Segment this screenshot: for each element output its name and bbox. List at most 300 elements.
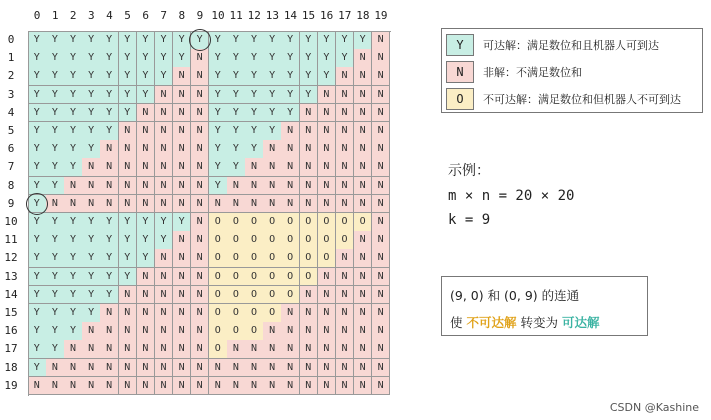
grid-cell-18-6: N: [137, 359, 156, 378]
grid-cell-19-10: N: [209, 377, 228, 396]
grid-cell-18-18: N: [354, 359, 373, 378]
grid-cell-3-4: Y: [100, 86, 119, 105]
grid-cell-13-4: Y: [100, 268, 119, 287]
grid-cell-7-19: N: [372, 158, 391, 177]
grid-cell-10-2: Y: [64, 213, 83, 232]
grid-cell-13-11: O: [227, 268, 246, 287]
grid-cell-11-4: Y: [100, 231, 119, 250]
grid-cell-17-11: N: [227, 340, 246, 359]
grid-cell-16-6: N: [137, 322, 156, 341]
example-k-value: k = 9: [448, 212, 491, 228]
grid-cell-10-8: Y: [173, 213, 192, 232]
note-box: [441, 276, 648, 336]
grid-cell-13-7: N: [155, 268, 174, 287]
column-header-0: 0: [33, 9, 41, 22]
grid-cell-7-11: Y: [227, 158, 246, 177]
grid-cell-0-2: Y: [64, 31, 83, 50]
column-header-1: 1: [51, 9, 59, 22]
grid-cell-4-3: Y: [82, 104, 101, 123]
grid-cell-15-8: N: [173, 304, 192, 323]
grid-cell-11-3: Y: [82, 231, 101, 250]
grid-cell-12-15: O: [300, 249, 319, 268]
grid-cell-2-19: N: [372, 67, 391, 86]
grid-cell-11-18: N: [354, 231, 373, 250]
grid-cell-9-16: N: [318, 195, 337, 214]
grid-cell-0-4: Y: [100, 31, 119, 50]
grid-cell-12-8: N: [173, 249, 192, 268]
grid-cell-0-19: N: [372, 31, 391, 50]
grid-cell-7-4: N: [100, 158, 119, 177]
grid-cell-15-7: N: [155, 304, 174, 323]
grid-cell-9-15: N: [300, 195, 319, 214]
note-line-connection: (9, 0) 和 (0, 9) 的连通: [450, 288, 580, 303]
grid-cell-2-12: Y: [245, 67, 264, 86]
note-reachable-label: 可达解: [561, 315, 600, 330]
row-header-17: 17: [4, 342, 18, 356]
grid-cell-0-10: Y: [209, 31, 228, 50]
grid-cell-18-15: N: [300, 359, 319, 378]
grid-cell-3-17: N: [336, 86, 355, 105]
grid-cell-10-10: O: [209, 213, 228, 232]
grid-cell-0-11: Y: [227, 31, 246, 50]
grid-cell-0-9: Y: [191, 31, 210, 50]
column-header-18: 18: [356, 9, 370, 22]
grid-cell-13-8: N: [173, 268, 192, 287]
grid-cell-14-17: N: [336, 286, 355, 305]
grid-cell-16-0: Y: [28, 322, 47, 341]
grid-cell-6-10: Y: [209, 140, 228, 159]
grid-cell-12-1: Y: [46, 249, 65, 268]
grid-cell-16-16: N: [318, 322, 337, 341]
column-header-14: 14: [283, 9, 298, 22]
grid-cell-8-12: N: [245, 177, 264, 196]
column-header-2: 2: [69, 9, 77, 22]
grid-cell-14-3: Y: [82, 286, 101, 305]
grid-cell-17-16: N: [318, 340, 337, 359]
grid-cell-15-12: O: [245, 304, 264, 323]
grid-cell-17-10: O: [209, 340, 228, 359]
grid-cell-1-13: Y: [263, 49, 282, 68]
grid-cell-1-6: Y: [137, 49, 156, 68]
grid-cell-0-17: Y: [336, 31, 355, 50]
grid-cell-0-18: Y: [354, 31, 373, 50]
grid-cell-9-3: N: [82, 195, 101, 214]
grid-cell-17-13: N: [263, 340, 282, 359]
grid-cell-11-8: N: [173, 231, 192, 250]
grid-cell-19-17: N: [336, 377, 355, 396]
grid-cell-17-15: N: [300, 340, 319, 359]
grid-cell-10-0: Y: [28, 213, 47, 232]
note-unreachable-label: 不可达解: [466, 315, 517, 330]
grid-cell-19-19: N: [372, 377, 391, 396]
grid-cell-12-4: Y: [100, 249, 119, 268]
legend-swatch-y: Y: [446, 34, 474, 56]
grid-cell-8-15: N: [300, 177, 319, 196]
grid-cell-5-17: N: [336, 122, 355, 141]
grid-cell-9-5: N: [119, 195, 138, 214]
grid-cell-14-6: N: [137, 286, 156, 305]
grid-cell-16-9: N: [191, 322, 210, 341]
row-header-13: 13: [4, 269, 18, 283]
grid-cell-11-14: O: [281, 231, 300, 250]
legend-swatch-n: N: [446, 61, 474, 83]
grid-cell-5-18: N: [354, 122, 373, 141]
grid-cell-10-3: Y: [82, 213, 101, 232]
grid-cell-6-6: N: [137, 140, 156, 159]
column-header-15: 15: [301, 9, 316, 22]
legend-text-unreachable: 不可达解：满足数位和但机器人不可到达: [483, 93, 681, 106]
grid-cell-12-18: N: [354, 249, 373, 268]
grid-cell-4-15: N: [300, 104, 319, 123]
grid-cell-12-12: O: [245, 249, 264, 268]
grid-cell-0-12: Y: [245, 31, 264, 50]
grid-cell-11-10: O: [209, 231, 228, 250]
grid-cell-6-12: Y: [245, 140, 264, 159]
grid-cell-9-0: Y: [28, 195, 47, 214]
grid-cell-19-4: N: [100, 377, 119, 396]
grid-cell-9-17: N: [336, 195, 355, 214]
grid-cell-13-18: N: [354, 268, 373, 287]
grid-cell-14-9: N: [191, 286, 210, 305]
grid-cell-8-9: N: [191, 177, 210, 196]
grid-cell-3-3: Y: [82, 86, 101, 105]
grid-cell-7-5: N: [119, 158, 138, 177]
grid-cell-1-16: Y: [318, 49, 337, 68]
grid-cell-17-7: N: [155, 340, 174, 359]
grid-cell-10-17: O: [336, 213, 355, 232]
row-header-8: 8: [7, 178, 15, 192]
grid-cell-6-16: N: [318, 140, 337, 159]
grid-cell-7-14: N: [281, 158, 300, 177]
grid-cell-19-13: N: [263, 377, 282, 396]
column-header-5: 5: [124, 9, 131, 22]
grid-cell-15-4: N: [100, 304, 119, 323]
legend-swatch-o: O: [446, 88, 474, 110]
grid-cell-14-8: N: [173, 286, 192, 305]
grid-cell-0-1: Y: [46, 31, 65, 50]
grid-cell-4-8: N: [173, 104, 192, 123]
row-header-5: 5: [7, 124, 15, 137]
grid-cell-19-15: N: [300, 377, 319, 396]
grid-cell-2-4: Y: [100, 67, 119, 86]
grid-cell-19-2: N: [64, 377, 83, 396]
grid-cell-18-13: N: [263, 359, 282, 378]
grid-cell-4-11: Y: [227, 104, 246, 123]
row-header-12: 12: [4, 251, 18, 265]
row-header-16: 16: [4, 324, 18, 338]
grid-cell-8-5: N: [119, 177, 138, 196]
row-header-10: 10: [4, 215, 18, 228]
grid-cell-4-7: N: [155, 104, 174, 123]
example-block: [448, 160, 574, 228]
grid-cell-7-2: Y: [64, 158, 83, 177]
grid-cell-5-13: Y: [263, 122, 282, 141]
grid-cell-2-6: Y: [137, 67, 156, 86]
row-header-9: 9: [7, 196, 15, 210]
grid-cell-5-15: N: [300, 122, 319, 141]
grid-cell-14-7: N: [155, 286, 174, 305]
grid-cell-16-14: N: [281, 322, 300, 341]
grid-cell-18-12: N: [245, 359, 264, 378]
grid-cell-1-19: N: [372, 49, 391, 68]
grid-cell-6-14: N: [281, 140, 300, 159]
grid-cell-6-8: N: [173, 140, 192, 159]
grid-cell-5-5: N: [119, 122, 138, 141]
grid-cell-16-5: N: [119, 322, 138, 341]
grid-cell-2-16: Y: [318, 67, 337, 86]
grid-cell-11-19: N: [372, 231, 391, 250]
grid-cell-7-16: N: [318, 158, 337, 177]
grid-cell-3-16: N: [318, 86, 337, 105]
grid-cell-3-5: Y: [119, 86, 138, 105]
grid-cell-16-7: N: [155, 322, 174, 341]
grid-cell-5-14: N: [281, 122, 300, 141]
grid-cell-2-13: Y: [263, 67, 282, 86]
grid-cell-12-13: O: [263, 249, 282, 268]
grid-cell-15-18: N: [354, 304, 373, 323]
grid-cell-3-15: Y: [300, 86, 319, 105]
grid-cell-17-14: N: [281, 340, 300, 359]
grid-cell-8-17: N: [336, 177, 355, 196]
grid-cell-6-5: N: [119, 140, 138, 159]
grid-cell-11-0: Y: [28, 231, 47, 250]
grid-cell-8-8: N: [173, 177, 192, 196]
grid-cell-7-12: N: [245, 158, 264, 177]
grid-cell-15-3: Y: [82, 304, 101, 323]
row-header-2: 2: [7, 69, 15, 83]
grid-cell-1-12: Y: [245, 49, 264, 68]
grid-cell-9-14: N: [281, 195, 300, 214]
grid-cell-7-3: N: [82, 158, 101, 177]
grid-cell-3-2: Y: [64, 86, 83, 105]
grid-cell-1-17: Y: [336, 49, 355, 68]
grid-cell-13-3: Y: [82, 268, 101, 287]
grid-cell-16-1: Y: [46, 322, 65, 341]
grid-cell-5-9: N: [191, 122, 210, 141]
grid-cell-6-0: Y: [28, 140, 47, 159]
grid-cell-12-0: Y: [28, 249, 47, 268]
grid-cell-10-7: Y: [155, 213, 174, 232]
grid-cell-3-0: Y: [28, 86, 47, 105]
grid-cell-9-7: N: [155, 195, 174, 214]
legend-item-reachable: [446, 33, 659, 57]
note-prefix: 使: [450, 315, 467, 330]
grid-cell-10-9: N: [191, 213, 210, 232]
grid-cell-13-13: O: [263, 268, 282, 287]
grid-cell-18-17: N: [336, 359, 355, 378]
grid-cell-12-6: Y: [137, 249, 156, 268]
grid-cell-1-15: Y: [300, 49, 319, 68]
grid-cell-0-13: Y: [263, 31, 282, 50]
grid-cell-0-14: Y: [281, 31, 300, 50]
grid-cell-6-7: N: [155, 140, 174, 159]
grid-cell-10-19: N: [372, 213, 391, 232]
column-header-9: 9: [196, 9, 204, 22]
row-header-7: 7: [7, 160, 15, 174]
grid-cell-5-6: N: [137, 122, 156, 141]
grid-cell-10-4: Y: [100, 213, 119, 232]
grid-cell-17-19: N: [372, 340, 391, 359]
grid-cell-13-10: O: [209, 268, 228, 287]
grid-cell-4-5: Y: [119, 104, 138, 123]
grid-cell-0-6: Y: [137, 31, 156, 50]
grid-cell-7-0: Y: [28, 158, 47, 177]
grid-cell-4-9: N: [191, 104, 210, 123]
grid-cell-13-19: N: [372, 268, 391, 287]
grid-cell-10-11: O: [227, 213, 246, 232]
grid-cell-3-6: Y: [137, 86, 156, 105]
row-header-19: 19: [4, 378, 18, 392]
highlight-circle-9-0: [26, 193, 48, 215]
grid-cell-13-2: Y: [64, 268, 83, 287]
row-header-3: 3: [7, 87, 15, 101]
grid-cell-17-1: Y: [46, 340, 65, 359]
grid-cell-10-13: O: [263, 213, 282, 232]
grid-cell-18-1: N: [46, 359, 65, 378]
grid-cell-9-10: N: [209, 195, 228, 214]
grid-cell-8-19: N: [372, 177, 391, 196]
grid-cell-14-10: O: [209, 286, 228, 305]
grid-cell-1-10: Y: [209, 49, 228, 68]
highlight-circle-0-9: [189, 29, 211, 51]
grid-cell-12-19: N: [372, 249, 391, 268]
grid-cell-1-11: Y: [227, 49, 246, 68]
grid-cell-5-1: Y: [46, 122, 65, 141]
grid-cell-1-8: Y: [173, 49, 192, 68]
column-header-11: 11: [229, 9, 243, 22]
grid-cell-3-12: Y: [245, 86, 264, 105]
grid-cell-1-14: Y: [281, 49, 300, 68]
grid-cell-15-10: O: [209, 304, 228, 323]
grid-cell-18-4: N: [100, 359, 119, 378]
grid-cell-9-4: N: [100, 195, 119, 214]
grid-cell-19-7: N: [155, 377, 174, 396]
grid-cell-18-19: N: [372, 359, 391, 378]
grid-cell-4-6: N: [137, 104, 156, 123]
grid-cell-2-11: Y: [227, 67, 246, 86]
grid-cell-2-5: Y: [119, 67, 138, 86]
grid-cell-5-12: Y: [245, 122, 264, 141]
grid-cell-4-0: Y: [28, 104, 47, 123]
grid-cell-12-17: N: [336, 249, 355, 268]
grid-cell-10-6: Y: [137, 213, 156, 232]
grid-cell-17-12: N: [245, 340, 264, 359]
column-header-12: 12: [247, 9, 261, 22]
grid-cell-19-14: N: [281, 377, 300, 396]
grid-cell-1-0: Y: [28, 49, 47, 68]
row-header-0: 0: [7, 33, 15, 46]
column-header-10: 10: [211, 9, 225, 22]
grid-cell-11-2: Y: [64, 231, 83, 250]
grid-cell-4-14: Y: [281, 104, 300, 123]
grid-cell-10-15: O: [300, 213, 319, 232]
grid-cell-9-13: N: [263, 195, 282, 214]
grid-cell-11-16: O: [318, 231, 337, 250]
grid-cell-14-13: O: [263, 286, 282, 305]
grid-cell-10-1: Y: [46, 213, 65, 232]
grid-cell-5-10: Y: [209, 122, 228, 141]
grid-cell-19-8: N: [173, 377, 192, 396]
grid-cell-15-9: N: [191, 304, 210, 323]
grid-cell-12-10: O: [209, 249, 228, 268]
grid-cell-18-16: N: [318, 359, 337, 378]
row-header-6: 6: [7, 142, 15, 156]
grid-cell-4-10: Y: [209, 104, 228, 123]
grid-cell-9-12: N: [245, 195, 264, 214]
grid-cell-7-18: N: [354, 158, 373, 177]
grid-cell-2-8: N: [173, 67, 192, 86]
grid-cell-0-16: Y: [318, 31, 337, 50]
note-line-conversion: [450, 313, 599, 331]
row-header-14: 14: [4, 287, 18, 301]
grid-cell-5-16: N: [318, 122, 337, 141]
grid-cell-18-0: Y: [28, 359, 47, 378]
grid-cell-1-1: Y: [46, 49, 65, 68]
grid-cell-15-6: N: [137, 304, 156, 323]
grid-cell-14-15: N: [300, 286, 319, 305]
grid-cell-6-3: Y: [82, 140, 101, 159]
column-header-6: 6: [142, 9, 149, 22]
legend-item-non-solution: [446, 60, 582, 84]
grid-cell-6-18: N: [354, 140, 373, 159]
grid-cell-9-8: N: [173, 195, 192, 214]
grid-cell-4-1: Y: [46, 104, 65, 123]
grid-cell-15-17: N: [336, 304, 355, 323]
grid-cell-13-15: O: [300, 268, 319, 287]
grid-cell-18-10: N: [209, 359, 228, 378]
grid-cell-3-11: Y: [227, 86, 246, 105]
grid-cell-8-10: Y: [209, 177, 228, 196]
grid-cell-14-12: O: [245, 286, 264, 305]
grid-cell-3-8: N: [173, 86, 192, 105]
grid-cell-5-19: N: [372, 122, 391, 141]
grid-cell-17-3: N: [82, 340, 101, 359]
legend-text-reachable: 可达解：满足数位和且机器人可到达: [483, 39, 659, 52]
grid-cell-7-1: Y: [46, 158, 65, 177]
grid-cell-12-5: Y: [119, 249, 138, 268]
grid-cell-19-9: N: [191, 377, 210, 396]
grid-cell-16-12: O: [245, 322, 264, 341]
grid-cell-5-3: Y: [82, 122, 101, 141]
grid-cell-13-9: N: [191, 268, 210, 287]
grid-cell-18-8: N: [173, 359, 192, 378]
grid-cell-5-2: Y: [64, 122, 83, 141]
grid-cell-13-5: Y: [119, 268, 138, 287]
grid-cell-8-2: N: [64, 177, 83, 196]
grid-cell-19-5: N: [119, 377, 138, 396]
grid-cell-16-10: O: [209, 322, 228, 341]
grid-cell-1-9: N: [191, 49, 210, 68]
grid-cell-9-11: N: [227, 195, 246, 214]
grid-cell-17-6: N: [137, 340, 156, 359]
grid-cell-19-0: N: [28, 377, 47, 396]
grid-cell-8-18: N: [354, 177, 373, 196]
grid-cell-8-14: N: [281, 177, 300, 196]
grid-cell-7-13: N: [263, 158, 282, 177]
grid-cell-8-4: N: [100, 177, 119, 196]
grid-cell-0-0: Y: [28, 31, 47, 50]
grid-cell-17-2: N: [64, 340, 83, 359]
grid-cell-13-12: O: [245, 268, 264, 287]
grid-cell-3-10: Y: [209, 86, 228, 105]
grid-cell-15-0: Y: [28, 304, 47, 323]
grid-cell-13-17: N: [336, 268, 355, 287]
grid-cell-18-5: N: [119, 359, 138, 378]
grid-cell-11-6: Y: [137, 231, 156, 250]
grid-cell-14-16: N: [318, 286, 337, 305]
grid-cell-2-10: Y: [209, 67, 228, 86]
grid-cell-9-2: N: [64, 195, 83, 214]
